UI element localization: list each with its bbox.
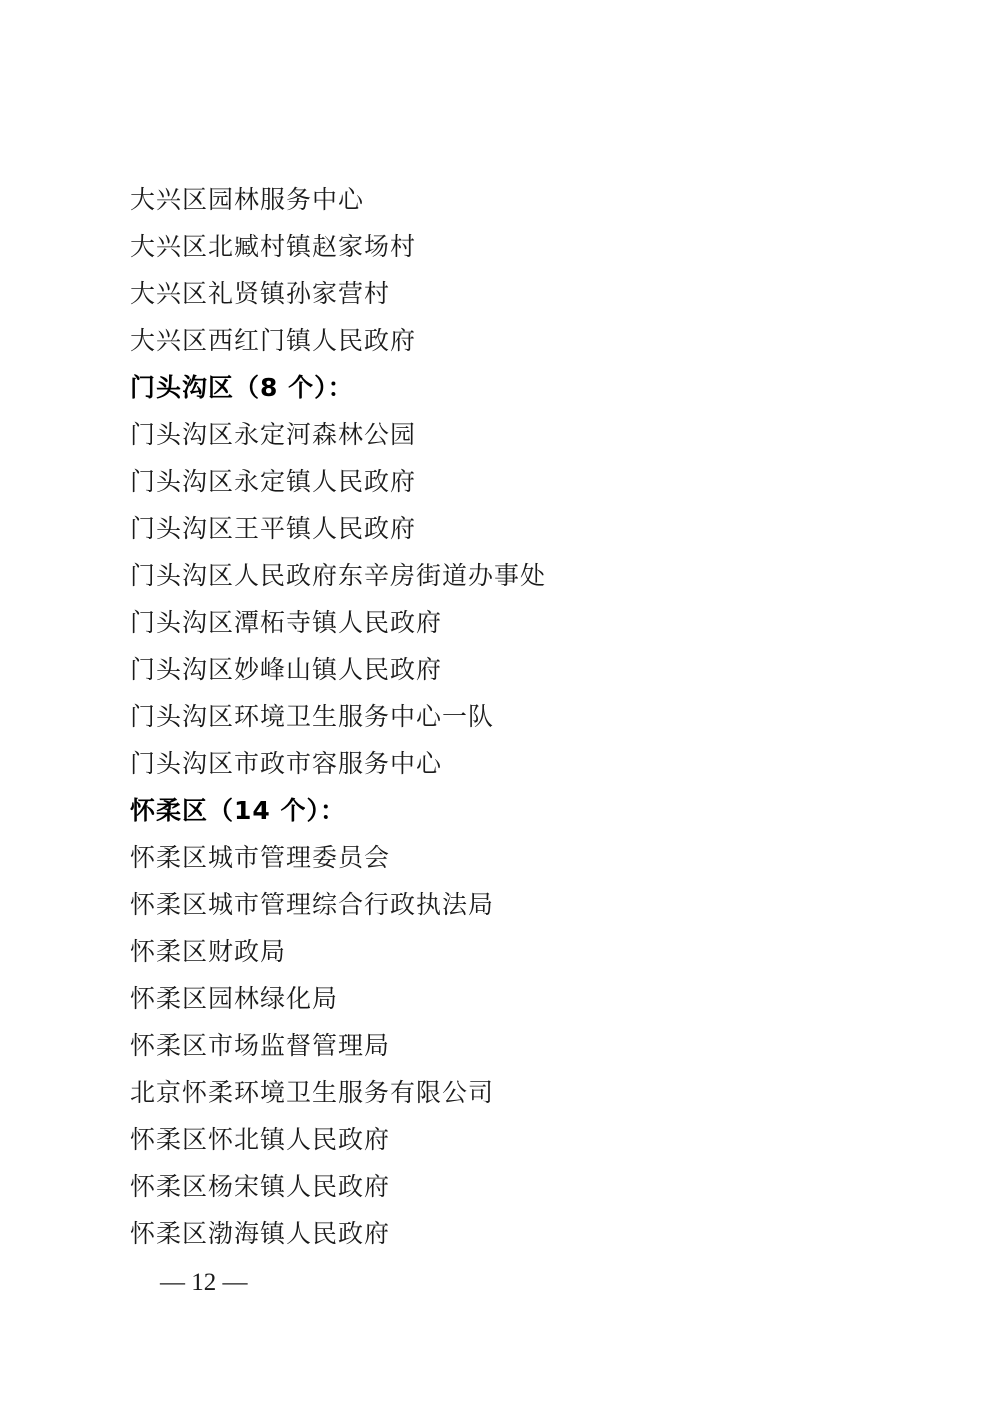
- list-item: 怀柔区园林绿化局: [130, 984, 339, 1013]
- list-item: 门头沟区永定镇人民政府: [130, 467, 417, 496]
- unit-list: [130, 176, 890, 1257]
- list-item: 怀柔区渤海镇人民政府: [130, 1219, 391, 1248]
- list-item: 门头沟区永定河森林公园: [130, 420, 417, 449]
- list-item: 怀柔区怀北镇人民政府: [130, 1125, 391, 1154]
- list-item: 大兴区北臧村镇赵家场村: [130, 232, 417, 261]
- list-item: 怀柔区城市管理委员会: [130, 843, 391, 872]
- list-item: 门头沟区妙峰山镇人民政府: [130, 655, 443, 684]
- list-item: 门头沟区环境卫生服务中心一队: [130, 702, 495, 731]
- list-item: 大兴区园林服务中心: [130, 185, 365, 214]
- list-item: 大兴区西红门镇人民政府: [130, 326, 417, 355]
- section-heading-huairou: 怀柔区（14 个）：: [130, 796, 346, 825]
- list-item: 大兴区礼贤镇孙家营村: [130, 279, 391, 308]
- section-heading-mentougou: 门头沟区（8 个）：: [130, 373, 354, 402]
- list-item: 门头沟区王平镇人民政府: [130, 514, 417, 543]
- list-item: 门头沟区市政市容服务中心: [130, 749, 443, 778]
- list-item: 北京怀柔环境卫生服务有限公司: [130, 1078, 495, 1107]
- list-item: 怀柔区城市管理综合行政执法局: [130, 890, 495, 919]
- list-item: 门头沟区人民政府东辛房街道办事处: [130, 561, 547, 590]
- list-item: 怀柔区财政局: [130, 937, 287, 966]
- page-number: — 12 —: [160, 1269, 248, 1296]
- list-item: 怀柔区市场监督管理局: [130, 1031, 391, 1060]
- list-item: 门头沟区潭柘寺镇人民政府: [130, 608, 443, 637]
- list-item: 怀柔区杨宋镇人民政府: [130, 1172, 391, 1201]
